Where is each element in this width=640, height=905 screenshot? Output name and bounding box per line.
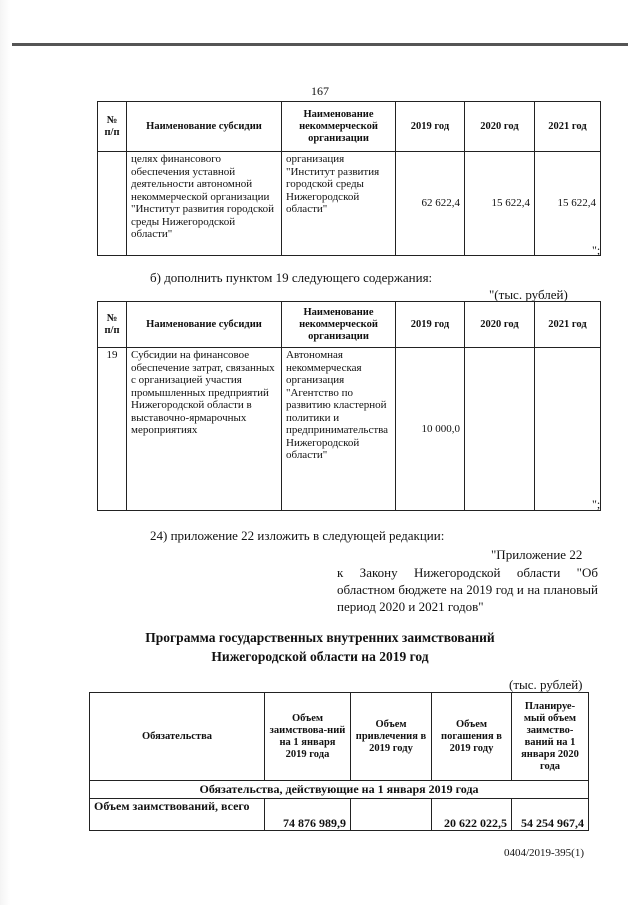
col-header-organization: Наименование некоммерческой организации [282,102,396,152]
subsidy-table-item-19 [97,301,601,511]
paragraph-b: б) дополнить пунктом 19 следующего содержания: [150,270,433,285]
table-header-row [98,302,601,348]
program-heading-line-2: Нижегородской области на 2019 год [211,649,429,664]
col-header-volume-jan-2020: Планируе-мый объем заимство-ваний на 1 января 2020 года [512,693,589,781]
cell-2021: 15 622,4 [535,152,601,256]
col-header-organization: Наименование некоммерческой организации [282,302,396,348]
cell-2019: 10 000,0 [396,348,465,511]
cell-volume-jan-2019: 74 876 989,9 [265,799,351,831]
cell-attraction-2019 [351,799,432,831]
cell-organization: Автономная некоммерческая организация "Агентство по развитию кластерной политики и предпринимательства Нижегородской области" [282,348,396,511]
col-header-number: № п/п [98,102,127,152]
table-header-row [90,693,589,781]
col-header-subsidy: Наименование субсидии [127,302,282,348]
cell-2020: 15 622,4 [465,152,535,256]
table-header-row [98,102,601,152]
col-header-obligations: Обязательства [90,693,265,781]
cell-2020 [465,348,535,511]
closing-quote: "; [592,497,601,511]
program-heading-line-1: Программа государственных внутренних заимствований [145,630,495,645]
col-header-2020: 2020 год [465,102,535,152]
unit-label: "(тыс. рублей) [489,287,568,302]
table-row [98,152,601,256]
cell-subsidy: Субсидии на финансовое обеспечение затрат, связанных с организацией участия промышленных предприятий Нижегородской области в выставочно-ярмарочных мероприятиях [127,348,282,511]
cell-repayment-2019: 20 622 022,5 [432,799,512,831]
col-header-2021: 2021 год [535,102,601,152]
cell-number [98,152,127,256]
cell-volume-jan-2020: 54 254 967,4 [512,799,589,831]
appendix-reference: к Закону Нижегородской области "Об областном бюджете на 2019 год и на плановый период 2020 и 2021 годов" [337,565,598,614]
cell-2019: 62 622,4 [396,152,465,256]
document-code: 0404/2019-395(1) [503,847,584,859]
page-number: 167 [311,84,329,98]
col-header-volume-jan-2019: Объем заимствова-ний на 1 января 2019 года [265,693,351,781]
section-row [90,781,589,799]
cell-label: Объем заимствований, всего [90,799,265,831]
col-header-repayment-2019: Объем погашения в 2019 году [432,693,512,781]
table-row [90,799,589,831]
cell-organization: организация "Институт развития городской среды Нижегородской области" [282,152,396,256]
scan-top-line [12,43,628,46]
cell-2021 [535,348,601,511]
section-title: Обязательства, действующие на 1 января 2019 года [90,781,589,799]
col-header-2020: 2020 год [465,302,535,348]
unit-label: (тыс. рублей) [509,677,583,692]
col-header-number: № п/п [98,302,127,348]
paragraph-24: 24) приложение 22 изложить в следующей редакции: [150,528,445,543]
table-row [98,348,601,511]
subsidy-table-continued [97,101,601,256]
closing-quote: "; [592,243,601,257]
col-header-2019: 2019 год [396,102,465,152]
col-header-attraction-2019: Объем привлечения в 2019 году [351,693,432,781]
cell-number: 19 [98,348,127,511]
col-header-2021: 2021 год [535,302,601,348]
col-header-subsidy: Наименование субсидии [127,102,282,152]
col-header-2019: 2019 год [396,302,465,348]
appendix-title: "Приложение 22 [491,547,583,562]
cell-subsidy: целях финансового обеспечения уставной деятельности автономной некоммерческой организации "Институт развития городской среды Нижегородской области" [127,152,282,256]
borrowing-program-table [89,692,589,831]
scan-edge [0,0,10,905]
